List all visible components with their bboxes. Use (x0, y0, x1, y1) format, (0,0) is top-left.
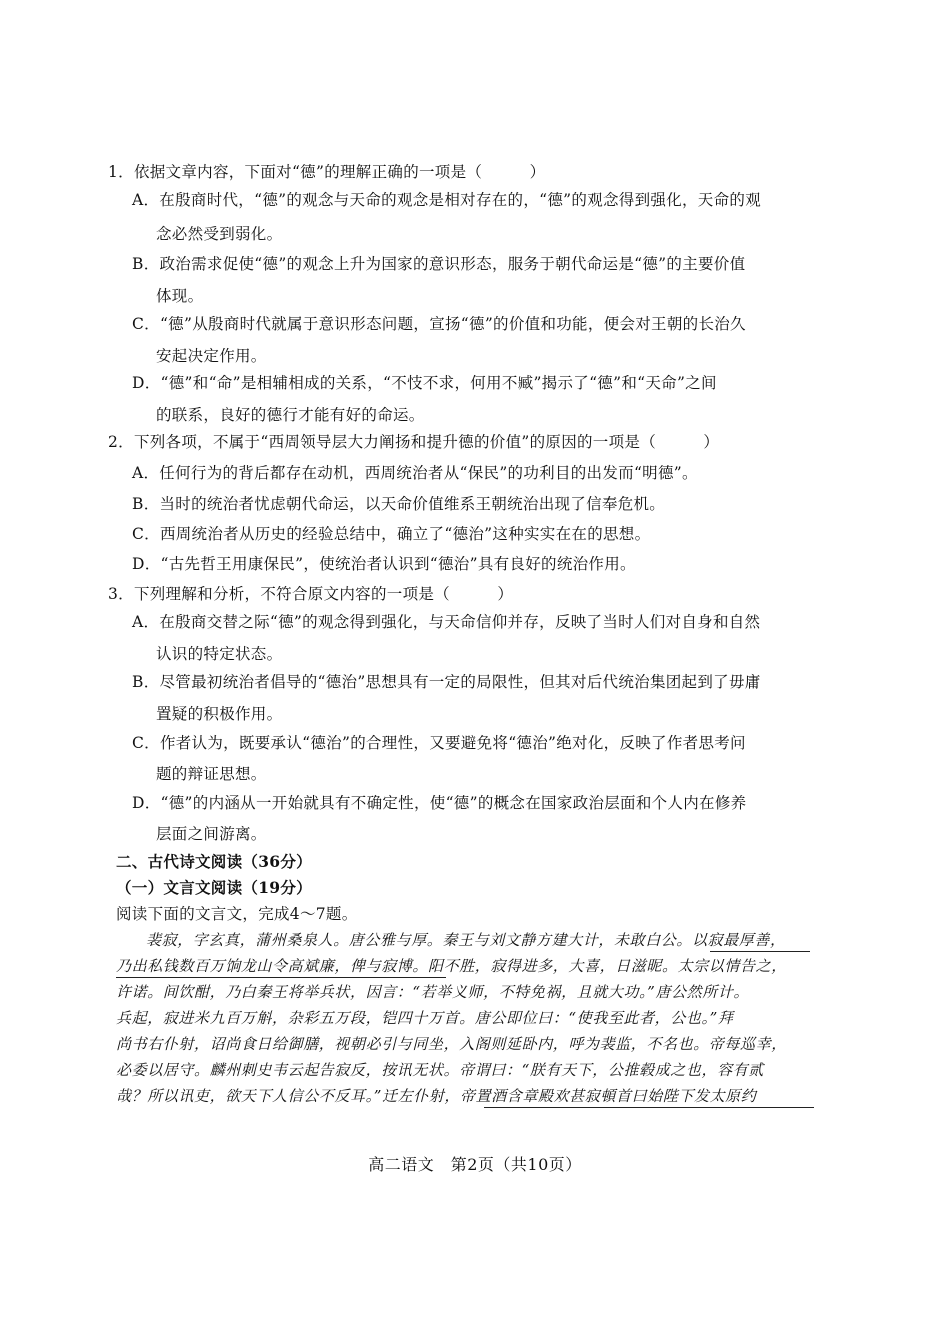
passage-line-3: 许诺。间饮酣，乃白秦王将举兵状，因言：“若举义师，不特免祸，且就大功。”唐公然所计。 (116, 983, 750, 1001)
q3-option-b-line2: 置疑的积极作用。 (156, 705, 283, 723)
q3-option-b-line1: B．尽管最初统治者倡导的“德治”思想具有一定的局限性，但其对后代统治集团起到了毋庸 (132, 673, 761, 691)
q3-option-d-line1: D．“德”的内涵从一开始就具有不确定性，使“德”的概念在国家政治层面和个人内在修养 (132, 794, 747, 812)
q3-option-c-line2: 题的辩证思想。 (156, 765, 267, 783)
question-3-stem: 3．下列理解和分析，不符合原文内容的一项是（ ） (108, 585, 514, 603)
page-footer: 高二语文 第2页（共10页） (368, 1155, 582, 1174)
question-1-stem: 1．依据文章内容，下面对“德”的理解正确的一项是（ ） (108, 163, 546, 181)
section-subtitle: （一）文言文阅读（19分） (116, 878, 312, 897)
q1-option-a-line1: A．在殷商时代，“德”的观念与天命的观念是相对存在的，“德”的观念得到强化，天命的观 (132, 191, 761, 209)
q2-option-b: B．当时的统治者忧虑朝代命运，以天命价值维系王朝统治出现了信奉危机。 (132, 495, 666, 513)
passage-line-5: 尚书右仆射，诏尚食日给御膳，视朝必引与同坐，入阁则延卧内，呼为裴监，不名也。帝每巡幸， (116, 1035, 787, 1053)
q1-option-d-line2: 的联系，良好的德行才能有好的命运。 (156, 406, 425, 424)
handwritten-underline (484, 1107, 814, 1108)
question-2-stem: 2．下列各项，不属于“西周领导层大力阐扬和提升德的价值”的原因的一项是（ ） (108, 433, 720, 451)
handwritten-underline (710, 951, 810, 952)
q1-option-a-line2: 念必然受到弱化。 (156, 225, 283, 243)
passage-line-7: 哉？所以讯吏，欲天下人信公不反耳。”迁左仆射，帝置酒含章殿欢甚寂頓首曰始陛下发太原约 (116, 1087, 757, 1105)
q1-option-c-line2: 安起决定作用。 (156, 347, 267, 365)
passage-line-1: 裴寂，字玄真，蒲州桑泉人。唐公雅与厚。秦王与刘文静方建大计，未敢白公。以寂最厚善， (146, 931, 786, 949)
q3-option-a-line1: A．在殷商交替之际“德”的观念得到强化，与天命信仰并存，反映了当时人们对自身和自然 (132, 613, 761, 631)
q2-option-c: C．西周统治者从历史的经验总结中，确立了“德治”这种实实在在的思想。 (132, 525, 651, 543)
handwritten-underline (116, 977, 446, 978)
passage-line-4: 兵起，寂进米九百万斛，杂彩五万段，铠四十万首。唐公即位曰：“使我至此者，公也。”拜 (116, 1009, 734, 1027)
q3-option-c-line1: C．作者认为，既要承认“德治”的合理性，又要避免将“德治”绝对化，反映了作者思考问 (132, 734, 746, 752)
q1-option-c-line1: C．“德”从殷商时代就属于意识形态问题，宣扬“德”的价值和功能，便会对王朝的长治久 (132, 315, 746, 333)
q2-option-d: D．“古先哲王用康保民”，使统治者认识到“德治”具有良好的统治作用。 (132, 555, 636, 573)
q2-option-a: A．任何行为的背后都存在动机，西周统治者从“保民”的功利目的出发而“明德”。 (132, 464, 698, 482)
q1-option-b-line2: 体现。 (156, 287, 204, 305)
q3-option-d-line2: 层面之间游离。 (156, 825, 267, 843)
passage-line-6: 必委以居守。麟州刺史韦云起告寂反，按讯无状。帝谓曰：“朕有天下，公推毂成之也，容有贰 (116, 1061, 764, 1079)
section-title: 二、古代诗文阅读（36分） (116, 852, 312, 871)
q3-option-a-line2: 认识的特定状态。 (156, 645, 283, 663)
section-instruction: 阅读下面的文言文，完成4～7题。 (116, 905, 358, 923)
q1-option-d-line1: D．“德”和“命”是相辅相成的关系，“不忮不求，何用不臧”揭示了“德”和“天命”之间 (132, 374, 717, 392)
passage-line-2: 乃出私钱数百万饷龙山令高斌廉，俾与寂博。阳不胜，寂得进多，大喜，日滋昵。太宗以情告之， (116, 957, 787, 975)
q1-option-b-line1: B．政治需求促使“德”的观念上升为国家的意识形态，服务于朝代命运是“德”的主要价值 (132, 255, 746, 273)
